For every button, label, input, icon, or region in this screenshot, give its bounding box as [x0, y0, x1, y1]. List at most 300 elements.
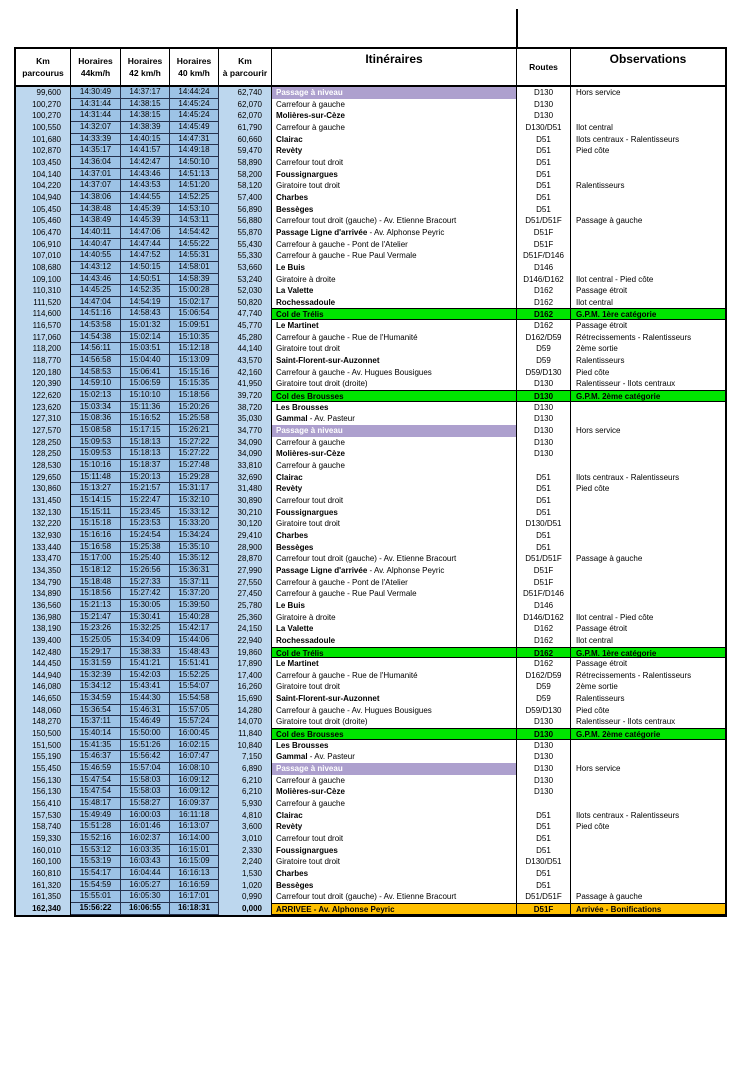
header-km-line2: parcourus	[22, 68, 64, 78]
km-parcourus-cell: 105,450	[16, 204, 71, 216]
km-a-parcourir-cell: 30,120	[219, 518, 272, 530]
km-parcourus-cell: 108,680	[16, 262, 71, 274]
route-cell: D51	[517, 495, 571, 507]
km-a-parcourir-cell: 11,840	[219, 728, 272, 740]
km-parcourus-cell: 146,080	[16, 681, 71, 693]
horaire-42-cell: 16:03:35	[121, 845, 170, 857]
observation-cell	[571, 565, 725, 577]
observation-cell: Rétrecissements - Ralentisseurs	[576, 670, 692, 680]
km-a-parcourir-cell: 4,810	[219, 810, 272, 822]
itineraire-cell	[272, 413, 517, 425]
horaire-40-cell: 15:13:09	[170, 355, 219, 367]
horaire-40-cell: 14:51:13	[170, 169, 219, 181]
observation-cell	[571, 845, 725, 857]
route-cell: D130	[517, 786, 571, 798]
route-cell: D59	[517, 355, 571, 367]
horaire-40-cell: 16:18:31	[170, 903, 219, 915]
horaire-44-cell: 14:47:04	[71, 297, 121, 309]
horaire-44-cell: 15:09:53	[71, 437, 121, 449]
table-row	[16, 367, 725, 379]
observation-cell	[571, 460, 725, 472]
horaire-40-cell: 15:10:35	[170, 332, 219, 344]
itineraire-bold-text: Le Buis	[276, 262, 305, 272]
itineraire-bold-text: Clairac	[276, 810, 303, 820]
route-cell: D51	[517, 169, 571, 181]
km-parcourus-cell: 134,350	[16, 565, 71, 577]
horaire-40-cell: 15:39:50	[170, 600, 219, 612]
km-a-parcourir-cell: 22,940	[219, 635, 272, 647]
itineraire-cell	[272, 215, 517, 227]
km-parcourus-cell: 99,600	[16, 87, 71, 99]
horaire-40-cell: 14:55:22	[170, 239, 219, 251]
route-cell: D51/D51F	[517, 215, 571, 227]
observation-cell: Pied côte	[576, 484, 610, 494]
route-cell: D162	[517, 297, 571, 309]
horaire-42-cell: 15:17:15	[121, 425, 170, 437]
itineraire-cell	[272, 763, 517, 775]
km-a-parcourir-cell: 15,690	[219, 693, 272, 705]
km-parcourus-cell: 162,340	[16, 903, 71, 915]
horaire-40-cell: 15:54:58	[170, 693, 219, 705]
horaire-44-cell: 15:54:59	[71, 880, 121, 892]
horaire-44-cell: 14:35:17	[71, 145, 121, 157]
itineraire-text: Giratoire tout droit	[276, 344, 341, 354]
itineraire-cell	[272, 845, 517, 857]
itineraire-cell	[272, 798, 517, 810]
horaire-44-cell: 14:38:48	[71, 204, 121, 216]
horaire-40-cell: 15:57:24	[170, 716, 219, 728]
observation-cell: Passage étroit	[576, 624, 628, 634]
km-parcourus-cell: 127,310	[16, 413, 71, 425]
itineraire-bold-text: Passage à niveau	[276, 426, 343, 436]
observation-cell	[571, 495, 725, 507]
horaire-42-cell: 14:44:55	[121, 192, 170, 204]
km-a-parcourir-cell: 39,720	[219, 390, 272, 402]
header-h44-line2: 44km/h	[80, 68, 111, 78]
itineraire-cell	[272, 565, 517, 577]
route-cell: D51	[517, 472, 571, 484]
horaire-40-cell: 16:07:47	[170, 751, 219, 763]
observation-cell: Ralentisseur - Ilots centraux	[576, 379, 676, 389]
route-cell: D130	[517, 763, 571, 775]
observation-cell	[571, 157, 725, 169]
horaire-44-cell: 14:38:49	[71, 215, 121, 227]
km-a-parcourir-cell: 17,890	[219, 658, 272, 670]
route-cell: D51F/D146	[517, 588, 571, 600]
observation-cell: Arrivée - Bonifications	[571, 903, 725, 915]
horaire-40-cell: 16:13:07	[170, 821, 219, 833]
table-row	[16, 623, 725, 635]
observation-cell	[571, 507, 725, 519]
header-itineraires	[272, 49, 517, 85]
km-parcourus-cell: 106,470	[16, 227, 71, 239]
km-a-parcourir-cell: 52,030	[219, 285, 272, 297]
table-row	[16, 635, 725, 647]
observation-cell: Ralentisseur - Ilots centraux	[576, 717, 676, 727]
observation-cell: G.P.M. 2ème catégorie	[571, 728, 725, 740]
km-parcourus-cell: 104,220	[16, 180, 71, 192]
table-row	[16, 786, 725, 798]
km-a-parcourir-cell: 62,740	[219, 87, 272, 99]
horaire-44-cell: 14:51:16	[71, 308, 121, 320]
itineraire-cell	[272, 297, 517, 309]
horaire-42-cell: 16:00:03	[121, 810, 170, 822]
table-row	[16, 647, 725, 659]
km-parcourus-cell: 129,650	[16, 472, 71, 484]
header-observations	[571, 49, 725, 85]
table-row	[16, 868, 725, 880]
itineraire-cell	[272, 705, 517, 717]
table-row	[16, 332, 725, 344]
horaire-40-cell: 14:47:31	[170, 134, 219, 146]
horaire-40-cell: 15:44:06	[170, 635, 219, 647]
horaire-42-cell: 16:04:44	[121, 868, 170, 880]
km-a-parcourir-cell: 32,690	[219, 472, 272, 484]
horaire-42-cell: 15:32:25	[121, 623, 170, 635]
horaire-42-cell: 15:58:03	[121, 786, 170, 798]
horaire-42-cell: 15:23:53	[121, 518, 170, 530]
horaire-44-cell: 15:15:11	[71, 507, 121, 519]
observation-cell	[571, 775, 725, 787]
horaire-42-cell: 15:41:21	[121, 658, 170, 670]
itineraire-cell	[272, 681, 517, 693]
horaire-40-cell: 14:45:24	[170, 99, 219, 111]
horaire-44-cell: 14:30:49	[71, 87, 121, 99]
table-row	[16, 507, 725, 519]
observation-cell	[571, 751, 725, 763]
horaire-44-cell: 14:31:44	[71, 99, 121, 111]
route-cell: D130/D51	[517, 856, 571, 868]
itineraire-cell	[272, 180, 517, 192]
km-a-parcourir-cell: 28,900	[219, 542, 272, 554]
horaire-44-cell: 14:56:11	[71, 343, 121, 355]
km-a-parcourir-cell: 0,990	[219, 891, 272, 903]
route-cell: D130/D51	[517, 518, 571, 530]
km-parcourus-cell: 120,180	[16, 367, 71, 379]
horaire-40-cell: 15:37:20	[170, 588, 219, 600]
horaire-42-cell: 14:37:17	[121, 87, 170, 99]
observation-cell: Pied côte	[576, 146, 610, 156]
route-cell: D59	[517, 343, 571, 355]
observation-cell	[571, 262, 725, 274]
km-a-parcourir-cell: 14,070	[219, 716, 272, 728]
observation-cell	[571, 437, 725, 449]
itineraire-cell	[272, 693, 517, 705]
table-row	[16, 530, 725, 542]
itineraire-bold-text: Le Martinet	[276, 659, 319, 669]
route-cell: D130	[517, 740, 571, 752]
itineraire-bold-text: Passage Ligne d'arrivée	[276, 565, 368, 575]
table-row	[16, 425, 725, 437]
table-row	[16, 274, 725, 286]
itineraire-bold-text: Charbes	[276, 868, 309, 878]
horaire-44-cell: 14:32:07	[71, 122, 121, 134]
route-cell: D51F/D146	[517, 250, 571, 262]
horaire-40-cell: 16:15:01	[170, 845, 219, 857]
km-parcourus-cell: 160,100	[16, 856, 71, 868]
km-parcourus-cell: 142,480	[16, 647, 71, 659]
horaire-40-cell: 16:09:12	[170, 775, 219, 787]
table-row	[16, 110, 725, 122]
km-parcourus-cell: 161,350	[16, 891, 71, 903]
km-a-parcourir-cell: 6,210	[219, 775, 272, 787]
itineraire-text: Giratoire tout droit (droite)	[276, 379, 368, 389]
observation-cell: Hors service	[576, 426, 621, 436]
itineraire-cell	[272, 390, 517, 402]
table-row	[16, 99, 725, 111]
horaire-42-cell: 15:42:03	[121, 670, 170, 682]
km-a-parcourir-cell: 55,330	[219, 250, 272, 262]
observation-cell: Passage étroit	[576, 659, 628, 669]
itineraire-cell	[272, 99, 517, 111]
itineraire-text: Carrefour à gauche - Pont de l'Atelier	[276, 577, 408, 587]
km-a-parcourir-cell: 16,260	[219, 681, 272, 693]
route-cell: D130	[517, 437, 571, 449]
table-row	[16, 472, 725, 484]
horaire-42-cell: 14:42:47	[121, 157, 170, 169]
km-parcourus-cell: 131,450	[16, 495, 71, 507]
itineraire-cell	[272, 903, 517, 915]
itineraire-cell	[272, 227, 517, 239]
table-row	[16, 460, 725, 472]
horaire-44-cell: 15:09:53	[71, 448, 121, 460]
horaire-42-cell: 15:50:00	[121, 728, 170, 740]
itineraire-cell	[272, 122, 517, 134]
horaire-40-cell: 15:15:16	[170, 367, 219, 379]
itineraire-bold-text: Le Buis	[276, 600, 305, 610]
itineraire-text: - Av. Pasteur	[307, 414, 355, 424]
km-a-parcourir-cell: 55,870	[219, 227, 272, 239]
horaire-44-cell: 14:33:39	[71, 134, 121, 146]
observation-cell: Ralentisseurs	[576, 356, 625, 366]
table-row	[16, 821, 725, 833]
horaire-40-cell: 15:33:20	[170, 518, 219, 530]
km-a-parcourir-cell: 44,140	[219, 343, 272, 355]
km-a-parcourir-cell: 28,870	[219, 553, 272, 565]
itineraire-cell	[272, 448, 517, 460]
itineraire-cell	[272, 425, 517, 437]
km-parcourus-cell: 134,890	[16, 588, 71, 600]
observation-cell	[571, 110, 725, 122]
itineraire-bold-text: ARRIVEE - Av. Alphonse Peyric	[276, 904, 395, 914]
observation-cell	[571, 204, 725, 216]
itineraire-cell	[272, 530, 517, 542]
km-parcourus-cell: 100,550	[16, 122, 71, 134]
table-row	[16, 355, 725, 367]
horaire-44-cell: 15:46:37	[71, 751, 121, 763]
table-row	[16, 588, 725, 600]
route-cell: D162/D59	[517, 332, 571, 344]
horaire-44-cell: 15:47:54	[71, 775, 121, 787]
horaire-42-cell: 15:02:14	[121, 332, 170, 344]
route-cell: D51F	[517, 227, 571, 239]
itineraire-bold-text: Les Brousses	[276, 402, 329, 412]
km-parcourus-cell: 122,620	[16, 390, 71, 402]
itineraire-cell	[272, 402, 517, 414]
itineraire-bold-text: Foussignargues	[276, 507, 338, 517]
observation-cell: 2ème sortie	[576, 344, 618, 354]
table-row	[16, 600, 725, 612]
horaire-42-cell: 15:10:10	[121, 390, 170, 402]
observation-cell: Rétrecissements - Ralentisseurs	[576, 332, 692, 342]
table-row	[16, 903, 725, 915]
horaire-40-cell: 14:45:49	[170, 122, 219, 134]
header-km-a-parcourir	[219, 49, 272, 85]
km-parcourus-cell: 107,010	[16, 250, 71, 262]
km-parcourus-cell: 103,450	[16, 157, 71, 169]
horaire-44-cell: 15:08:36	[71, 413, 121, 425]
horaire-40-cell: 15:09:51	[170, 320, 219, 332]
km-a-parcourir-cell: 10,840	[219, 740, 272, 752]
km-parcourus-cell: 136,560	[16, 600, 71, 612]
itineraire-bold-text: Col des Brousses	[276, 730, 344, 740]
itineraire-cell	[272, 868, 517, 880]
itineraire-text: Carrefour à gauche - Rue Paul Vermale	[276, 589, 417, 599]
km-parcourus-cell: 110,310	[16, 285, 71, 297]
km-a-parcourir-cell: 58,890	[219, 157, 272, 169]
horaire-44-cell: 15:41:35	[71, 740, 121, 752]
itineraire-bold-text: Saint-Florent-sur-Auzonnet	[276, 694, 380, 704]
horaire-42-cell: 16:05:30	[121, 891, 170, 903]
itineraire-bold-text: Molières-sur-Cèze	[276, 111, 345, 121]
horaire-44-cell: 15:16:58	[71, 542, 121, 554]
horaire-44-cell: 14:38:06	[71, 192, 121, 204]
horaire-42-cell: 16:06:55	[121, 903, 170, 915]
horaire-42-cell: 14:52:35	[121, 285, 170, 297]
horaire-40-cell: 15:35:12	[170, 553, 219, 565]
table-row	[16, 192, 725, 204]
km-a-parcourir-cell: 19,860	[219, 647, 272, 659]
km-a-parcourir-cell: 50,820	[219, 297, 272, 309]
itineraire-bold-text: Passage à niveau	[276, 88, 343, 97]
observation-cell	[571, 868, 725, 880]
km-a-parcourir-cell: 1,020	[219, 880, 272, 892]
km-parcourus-cell: 134,790	[16, 577, 71, 589]
route-cell: D51F	[517, 239, 571, 251]
observation-cell: Ilot central	[576, 122, 613, 132]
observation-cell: Hors service	[576, 88, 621, 97]
horaire-42-cell: 15:21:57	[121, 483, 170, 495]
route-cell: D130	[517, 716, 571, 728]
table-row	[16, 239, 725, 251]
itineraire-cell	[272, 239, 517, 251]
horaire-44-cell: 14:43:12	[71, 262, 121, 274]
horaire-40-cell: 15:35:10	[170, 542, 219, 554]
table-row	[16, 262, 725, 274]
itineraire-text: Carrefour à gauche	[276, 99, 345, 109]
header-horaires-42	[121, 49, 170, 85]
horaire-42-cell: 14:41:57	[121, 145, 170, 157]
table-row	[16, 740, 725, 752]
observation-cell: Passage étroit	[576, 321, 628, 331]
horaire-44-cell: 15:18:12	[71, 565, 121, 577]
itineraire-text: Giratoire à droite	[276, 612, 336, 622]
horaire-42-cell: 14:45:39	[121, 215, 170, 227]
observation-cell: G.P.M. 2ème catégorie	[571, 390, 725, 402]
itineraire-cell	[272, 518, 517, 530]
itineraire-cell	[272, 437, 517, 449]
itineraire-bold-text: Passage Ligne d'arrivée	[276, 227, 368, 237]
horaire-40-cell: 14:54:42	[170, 227, 219, 239]
horaire-42-cell: 15:25:40	[121, 553, 170, 565]
table-row	[16, 891, 725, 903]
itineraire-bold-text: Revèty	[276, 484, 303, 494]
km-parcourus-cell: 106,910	[16, 239, 71, 251]
km-parcourus-cell: 116,570	[16, 320, 71, 332]
km-a-parcourir-cell: 47,740	[219, 308, 272, 320]
km-a-parcourir-cell: 27,550	[219, 577, 272, 589]
horaire-44-cell: 14:40:55	[71, 250, 121, 262]
km-parcourus-cell: 104,940	[16, 192, 71, 204]
horaire-44-cell: 14:58:53	[71, 367, 121, 379]
km-parcourus-cell: 156,130	[16, 775, 71, 787]
observation-cell	[571, 600, 725, 612]
horaire-44-cell: 15:46:59	[71, 763, 121, 775]
table-row	[16, 320, 725, 332]
horaire-40-cell: 16:17:01	[170, 891, 219, 903]
observation-cell	[571, 250, 725, 262]
route-cell: D59/D130	[517, 367, 571, 379]
observation-cell: Ilots centraux - Ralentisseurs	[576, 810, 680, 820]
horaire-44-cell: 15:02:13	[71, 390, 121, 402]
km-parcourus-cell: 104,140	[16, 169, 71, 181]
km-parcourus-cell: 123,620	[16, 402, 71, 414]
itineraire-bold-text: Col de Trélis	[276, 648, 324, 658]
km-parcourus-cell: 132,220	[16, 518, 71, 530]
km-a-parcourir-cell: 62,070	[219, 99, 272, 111]
itineraire-cell	[272, 507, 517, 519]
itineraire-bold-text: Clairac	[276, 134, 303, 144]
km-parcourus-cell: 100,270	[16, 110, 71, 122]
route-cell: D51	[517, 204, 571, 216]
table-row	[16, 798, 725, 810]
table-row	[16, 670, 725, 682]
table-row	[16, 87, 725, 99]
horaire-44-cell: 15:37:11	[71, 716, 121, 728]
table-row	[16, 681, 725, 693]
route-cell: D51	[517, 542, 571, 554]
km-a-parcourir-cell: 2,330	[219, 845, 272, 857]
horaire-44-cell: 15:18:56	[71, 588, 121, 600]
km-parcourus-cell: 101,680	[16, 134, 71, 146]
header-itineraires-label: Itinéraires	[365, 52, 423, 66]
horaire-40-cell: 14:50:10	[170, 157, 219, 169]
horaire-42-cell: 15:03:51	[121, 343, 170, 355]
km-parcourus-cell: 146,650	[16, 693, 71, 705]
horaire-40-cell: 15:36:31	[170, 565, 219, 577]
km-a-parcourir-cell: 27,990	[219, 565, 272, 577]
horaire-42-cell: 15:20:13	[121, 472, 170, 484]
horaire-44-cell: 14:37:01	[71, 169, 121, 181]
itineraire-cell	[272, 600, 517, 612]
route-cell: D51	[517, 180, 571, 192]
route-cell: D51	[517, 145, 571, 157]
horaire-42-cell: 15:23:45	[121, 507, 170, 519]
itineraire-cell	[272, 728, 517, 740]
km-a-parcourir-cell: 31,480	[219, 483, 272, 495]
km-a-parcourir-cell: 38,720	[219, 402, 272, 414]
horaire-42-cell: 14:45:39	[121, 204, 170, 216]
horaire-40-cell: 16:16:13	[170, 868, 219, 880]
itineraire-text: Carrefour à gauche - Pont de l'Atelier	[276, 239, 408, 249]
observation-cell	[571, 402, 725, 414]
horaire-44-cell: 15:21:13	[71, 600, 121, 612]
itineraire-cell	[272, 274, 517, 286]
horaire-40-cell: 16:16:59	[170, 880, 219, 892]
horaire-42-cell: 15:30:05	[121, 600, 170, 612]
itineraire-cell	[272, 670, 517, 682]
horaire-42-cell: 14:54:19	[121, 297, 170, 309]
